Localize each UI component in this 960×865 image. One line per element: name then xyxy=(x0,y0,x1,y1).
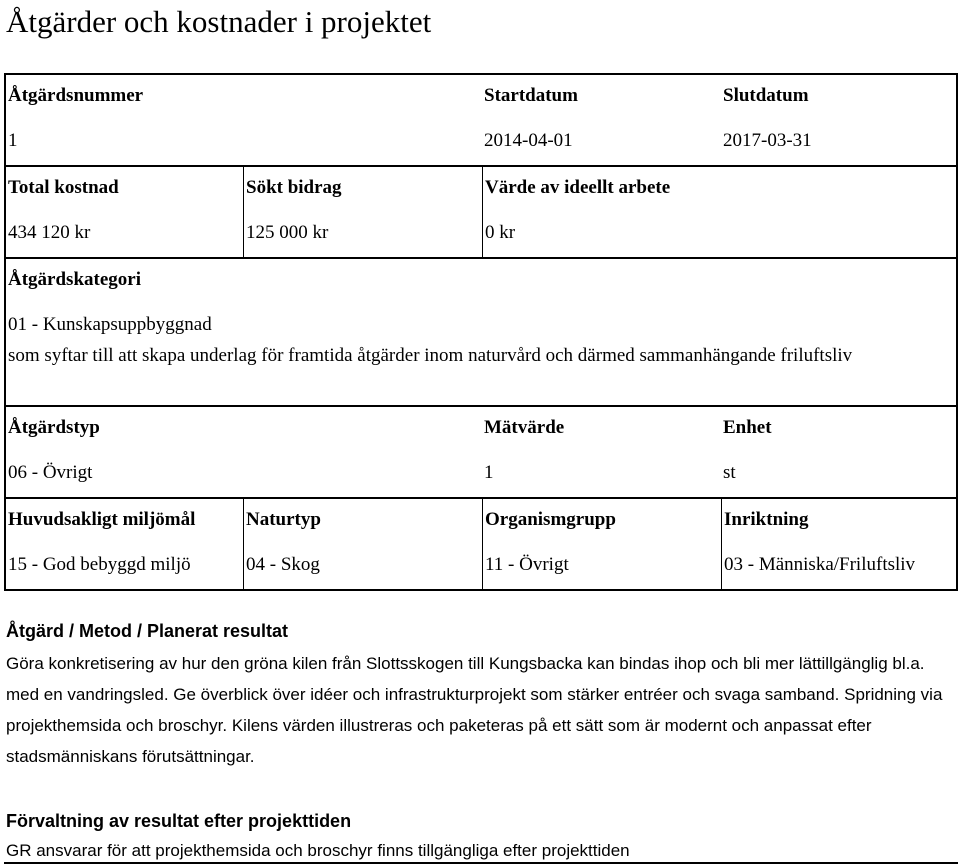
category-description-row xyxy=(6,337,956,407)
empty-cell xyxy=(721,167,956,212)
costs-value-row xyxy=(6,212,956,259)
organism-group-header: Organismgrupp xyxy=(482,499,721,544)
action-number-header: Åtgärdsnummer xyxy=(8,85,144,106)
start-date-value: 2014-04-01 xyxy=(484,130,573,151)
dates-header-row xyxy=(6,75,956,120)
total-cost-value: 434 120 kr xyxy=(8,222,91,243)
page-title: Åtgärder och kostnader i projektet xyxy=(6,4,432,39)
nature-type-value: 04 - Skog xyxy=(243,544,482,589)
requested-grant-header: Sökt bidrag xyxy=(243,167,482,212)
project-actions-table xyxy=(4,73,958,591)
total-cost-header: Total kostnad xyxy=(8,177,119,198)
unit-header: Enhet xyxy=(723,417,772,438)
dates-value-row xyxy=(6,120,956,167)
action-number-value: 1 xyxy=(8,130,18,151)
category-value-row xyxy=(6,304,956,337)
start-date-header: Startdatum xyxy=(484,85,578,106)
costs-header-row xyxy=(6,167,956,212)
empty-cell xyxy=(721,212,956,257)
method-text: Göra konkretisering av hur den gröna kilen från Slottsskogen till Kungsbacka kan bindas ihop och bli mer lättillgänglig bl.a. med en vandringsled. Ge överblick över idéer och infrastrukturprojekt som stärker entréer och svaga samband. Spridning via projekthemsida och broschyr. Kilens värden illustreras och paketeras på ett sätt som är modernt och anpassat efter stadsmänniskans förutsättningar. xyxy=(6,654,943,766)
category-header-row xyxy=(6,259,956,304)
environmental-goal-value: 15 - God bebyggd miljö xyxy=(8,554,191,575)
environment-value-row xyxy=(6,544,956,591)
environment-header-row xyxy=(6,499,956,544)
action-type-value: 06 - Övrigt xyxy=(8,462,93,483)
focus-value: 03 - Människa/Friluftsliv xyxy=(721,544,956,589)
measure-value-value: 1 xyxy=(484,462,494,483)
volunteer-value-value: 0 kr xyxy=(482,212,721,257)
category-header: Åtgärdskategori xyxy=(8,269,141,290)
requested-grant-value: 125 000 kr xyxy=(243,212,482,257)
nature-type-header: Naturtyp xyxy=(243,499,482,544)
action-type-header: Åtgärdstyp xyxy=(8,417,100,438)
bottom-rule xyxy=(4,862,958,864)
focus-header: Inriktning xyxy=(721,499,956,544)
method-heading: Åtgärd / Metod / Planerat resultat xyxy=(6,621,289,641)
end-date-header: Slutdatum xyxy=(723,85,809,106)
measure-value-header: Mätvärde xyxy=(484,417,565,438)
management-text: GR ansvarar för att projekthemsida och broschyr finns tillgängliga efter projekttiden xyxy=(6,841,630,860)
management-heading: Förvaltning av resultat efter projekttiden xyxy=(6,811,352,831)
unit-value: st xyxy=(723,462,736,483)
organism-group-value: 11 - Övrigt xyxy=(482,544,721,589)
type-value-row xyxy=(6,452,956,499)
environmental-goal-header: Huvudsakligt miljömål xyxy=(8,509,196,530)
category-description: som syftar till att skapa underlag för framtida åtgärder inom naturvård och därmed sammanhängande friluftsliv xyxy=(8,345,853,366)
type-header-row xyxy=(6,407,956,452)
volunteer-value-header: Värde av ideellt arbete xyxy=(482,167,721,212)
end-date-value: 2017-03-31 xyxy=(723,130,812,151)
category-value: 01 - Kunskapsuppbyggnad xyxy=(8,314,212,335)
